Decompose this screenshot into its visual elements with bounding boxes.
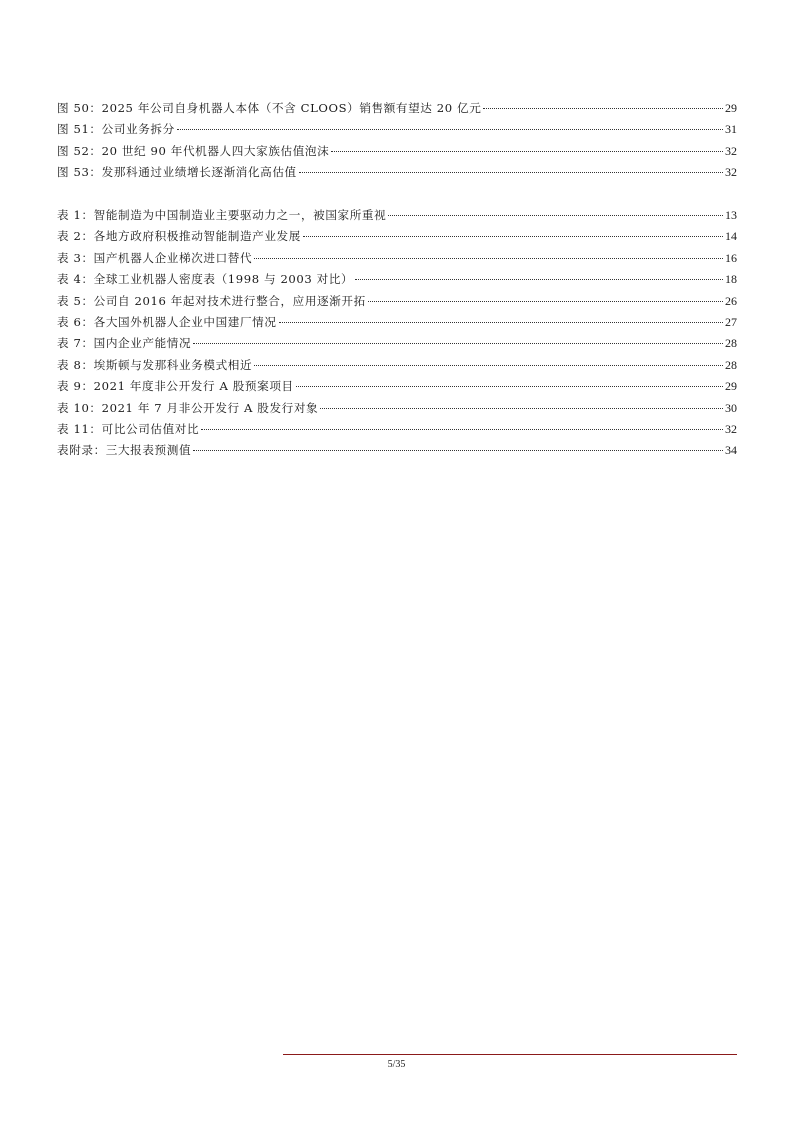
toc-entry-label: 表 6：各大国外机器人企业中国建厂情况 <box>57 314 277 329</box>
toc-entry-label: 表 9：2021 年度非公开发行 A 股预案项目 <box>57 379 294 394</box>
dot-leader <box>296 386 723 387</box>
dot-leader <box>299 172 723 173</box>
toc-entry-label: 图 51：公司业务拆分 <box>57 122 175 137</box>
dot-leader <box>303 236 723 237</box>
toc-entry-page: 31 <box>725 122 737 137</box>
toc-entry-page: 32 <box>725 421 737 436</box>
toc-entry-label: 图 53：发那科通过业绩增长逐渐消化高估值 <box>57 165 297 180</box>
toc-entry-page: 18 <box>725 272 737 287</box>
toc-entry-label: 表 4：全球工业机器人密度表（1998 与 2003 对比） <box>57 272 354 287</box>
toc-entry-label: 表 5：公司自 2016 年起对技术进行整合，应用逐渐开拓 <box>57 293 366 308</box>
dot-leader <box>483 108 723 109</box>
dot-leader <box>368 301 723 302</box>
toc-entry[interactable] <box>57 355 737 376</box>
dot-leader <box>201 429 723 430</box>
dot-leader <box>388 215 723 216</box>
figure-list <box>57 98 737 184</box>
toc-entry[interactable] <box>57 248 737 269</box>
toc-entry[interactable] <box>57 440 737 461</box>
toc-entry-page: 27 <box>725 314 737 329</box>
toc-entry-label: 表 8：埃斯顿与发那科业务模式相近 <box>57 357 253 372</box>
toc-entry-page: 32 <box>725 143 737 158</box>
toc-entry-label: 表 3：国产机器人企业梯次进口替代 <box>57 250 253 265</box>
toc-entry[interactable] <box>57 98 737 119</box>
dot-leader <box>355 279 723 280</box>
toc-entry[interactable] <box>57 141 737 162</box>
toc-entry-label: 表 11：可比公司估值对比 <box>57 421 200 436</box>
toc-entry-label: 图 52：20 世纪 90 年代机器人四大家族估值泡沫 <box>57 143 330 158</box>
toc-entry[interactable] <box>57 119 737 140</box>
toc-entry-label: 表附录：三大报表预测值 <box>57 443 192 458</box>
toc-entry-page: 34 <box>725 443 737 458</box>
page-number: 5/35 <box>387 1059 406 1070</box>
dot-leader <box>193 343 723 344</box>
dot-leader <box>320 408 723 409</box>
table-list <box>57 205 737 462</box>
toc-entry[interactable] <box>57 333 737 354</box>
toc-entry-page: 16 <box>725 250 737 265</box>
dot-leader <box>254 365 723 366</box>
toc-entry-page: 29 <box>725 101 737 115</box>
toc-entry[interactable] <box>57 162 737 183</box>
toc-entry-page: 14 <box>725 229 737 244</box>
dot-leader <box>193 450 723 451</box>
toc-entry[interactable] <box>57 376 737 397</box>
toc-entry[interactable] <box>57 205 737 226</box>
toc-entry[interactable] <box>57 398 737 419</box>
toc-entry-page: 13 <box>725 208 737 222</box>
toc-entry-page: 26 <box>725 293 737 308</box>
toc-entry-page: 28 <box>725 336 737 351</box>
toc-entry-label: 表 2：各地方政府积极推动智能制造产业发展 <box>57 229 301 244</box>
toc-entry[interactable] <box>57 226 737 247</box>
toc-entry[interactable] <box>57 269 737 290</box>
toc-entry-page: 28 <box>725 357 737 372</box>
toc-entry-label: 表 10：2021 年 7 月非公开发行 A 股发行对象 <box>57 400 319 415</box>
dot-leader <box>177 129 723 130</box>
toc-entry[interactable] <box>57 291 737 312</box>
toc-entry-label: 表 7：国内企业产能情况 <box>57 336 192 351</box>
toc-entry[interactable] <box>57 419 737 440</box>
dot-leader <box>331 151 723 152</box>
dot-leader <box>254 258 723 259</box>
footer-divider <box>283 1054 737 1055</box>
toc-entry-page: 30 <box>725 400 737 415</box>
toc-entry[interactable] <box>57 312 737 333</box>
toc-entry-label: 表 1：智能制造为中国制造业主要驱动力之一，被国家所重视 <box>57 208 387 222</box>
dot-leader <box>279 322 723 323</box>
toc-entry-label: 图 50：2025 年公司自身机器人本体（不含 CLOOS）销售额有望达 20 亿元 <box>57 101 482 115</box>
toc-entry-page: 32 <box>725 165 737 180</box>
toc-entry-page: 29 <box>725 379 737 394</box>
